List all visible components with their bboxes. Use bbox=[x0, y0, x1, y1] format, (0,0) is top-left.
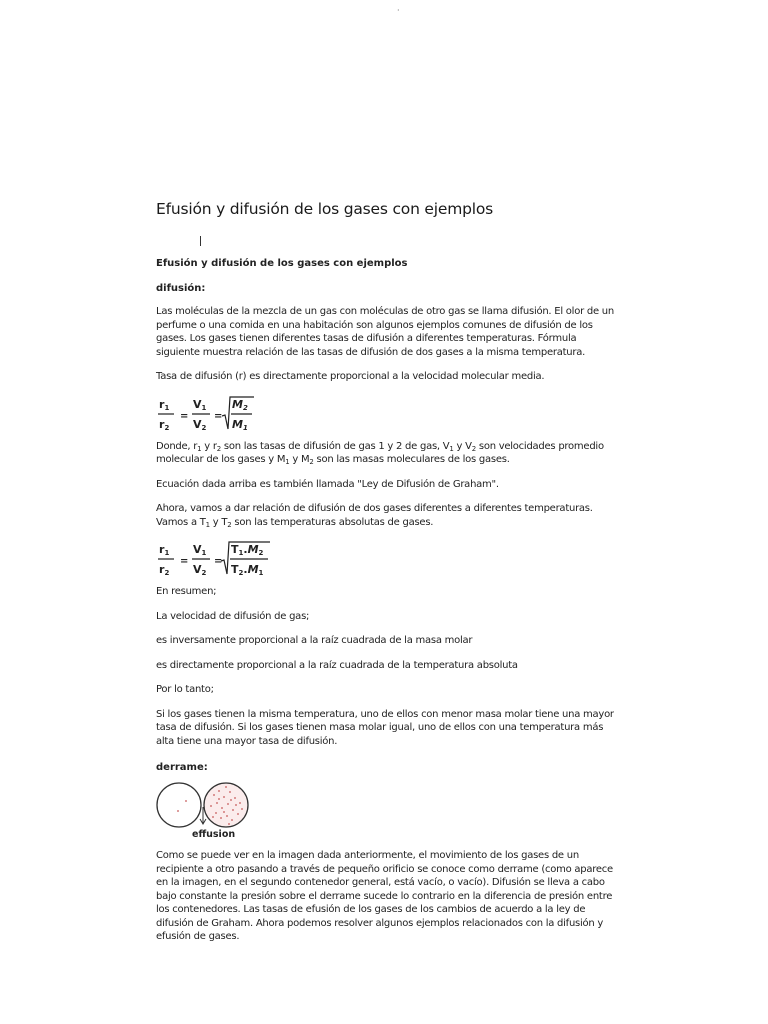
f1-r2: r2 bbox=[159, 417, 170, 432]
f2-r1: r1 bbox=[159, 543, 170, 557]
f2-denominator: T2.M1 bbox=[231, 563, 264, 577]
graham-law-formula bbox=[156, 394, 266, 434]
text-cursor bbox=[200, 236, 201, 246]
paragraph-en-resumen: En resumen; bbox=[156, 586, 217, 597]
paragraph-velocidad-difusion: La velocidad de difusión de gas; bbox=[156, 610, 310, 622]
f1-eq1: = bbox=[180, 410, 189, 422]
f1-r1: r1 bbox=[159, 397, 170, 412]
article-subtitle: Efusión y difusión de los gases con ejemplos bbox=[156, 258, 408, 269]
f2-r2: r2 bbox=[159, 563, 170, 577]
f2-v2: V2 bbox=[193, 563, 207, 577]
paragraph-donde: Donde, $r_1$ y $r_2$ son las tasas de difusión de gas 1 y 2 de gas, $V_1$ y $V_2$ son velocidades promedio molecular de los gases y $M_1$ y $M_2$ son las masas moleculares de los gases. bbox=[156, 440, 604, 466]
f1-v2: V2 bbox=[193, 417, 207, 432]
paragraph-directamente: es directamente proporcional a la raíz cuadrada de la temperatura absoluta bbox=[156, 659, 518, 671]
empty-container-circle bbox=[204, 783, 248, 827]
full-container-circle bbox=[157, 783, 201, 827]
f2-v1: V1 bbox=[193, 543, 207, 557]
f1-m2: M2 bbox=[232, 397, 248, 412]
f2-eq1: = bbox=[180, 556, 189, 567]
section-heading-difusion: difusión: bbox=[156, 283, 206, 294]
page-mark: · bbox=[397, 6, 400, 15]
page-title: Efusión y difusión de los gases con ejemplos bbox=[156, 200, 494, 218]
paragraph-por-lo-tanto: Por lo tanto; bbox=[156, 684, 214, 695]
graham-temperature-formula bbox=[156, 539, 286, 579]
f1-m1: M1 bbox=[232, 417, 248, 432]
paragraph-ley-graham: Ecuación dada arriba es también llamada "Ley de Difusión de Graham". bbox=[156, 478, 499, 490]
f2-eq2: = bbox=[214, 556, 223, 567]
paragraph-tasa-difusion: Tasa de difusión (r) es directamente proporcional a la velocidad molecular media. bbox=[156, 371, 545, 382]
paragraph-derrame-explicacion: Como se puede ver en la imagen dada anteriormente, el movimiento de los gases de un recipiente a otro pasando a través de pequeño orificio se conoce como derrame (como aparece en la imagen, en el segundo contenedor general, está vacío, o vacío). Difusión se lleva a cabo bajo constante la presión sobre el derrame sucede lo contrario en la diferencia de presión entre los contenedores. Las tasas de efusión de los gases de los cambios de acuerdo a la ley de difusión de Graham. Ahora podemos resolver algunos ejemplos relacionados con la difusión y efusión de gases. bbox=[156, 850, 613, 942]
paragraph-temperaturas: Ahora, vamos a dar relación de difusión de dos gases diferentes a diferentes temperaturas. Vamos a $T_1$ y $T_2$ son las temperaturas absolutas de gases. bbox=[156, 503, 593, 529]
f1-eq2: = bbox=[214, 410, 223, 422]
paragraph-inversamente: es inversamente proporcional a la raíz cuadrada de la masa molar bbox=[156, 635, 473, 646]
f2-numerator: T1.M2 bbox=[231, 543, 264, 557]
effusion-label: effusion bbox=[192, 829, 236, 840]
paragraph-difusion-intro: Las moléculas de la mezcla de un gas con moléculas de otro gas se llama difusión. El olor de un perfume o una comida en una habitación son algunos ejemplos comunes de difusión de los gases. Los gases tienen diferentes tasas de difusión a diferentes temperaturas. Fórmula siguiente muestra relación de las tasas de difusión de dos gases a la misma temperatura. bbox=[156, 306, 614, 358]
f1-v1: V1 bbox=[193, 397, 207, 412]
paragraph-conclusion: Si los gases tienen la misma temperatura, uno de ellos con menor masa molar tiene una mayor tasa de difusión. Si los gases tienen masa molar igual, uno de ellos con una temperatura más alta tiene una mayor tasa de difusión. bbox=[156, 708, 614, 747]
effusion-diagram bbox=[156, 781, 256, 843]
article bbox=[156, 200, 616, 944]
section-heading-derrame: derrame: bbox=[156, 762, 208, 773]
